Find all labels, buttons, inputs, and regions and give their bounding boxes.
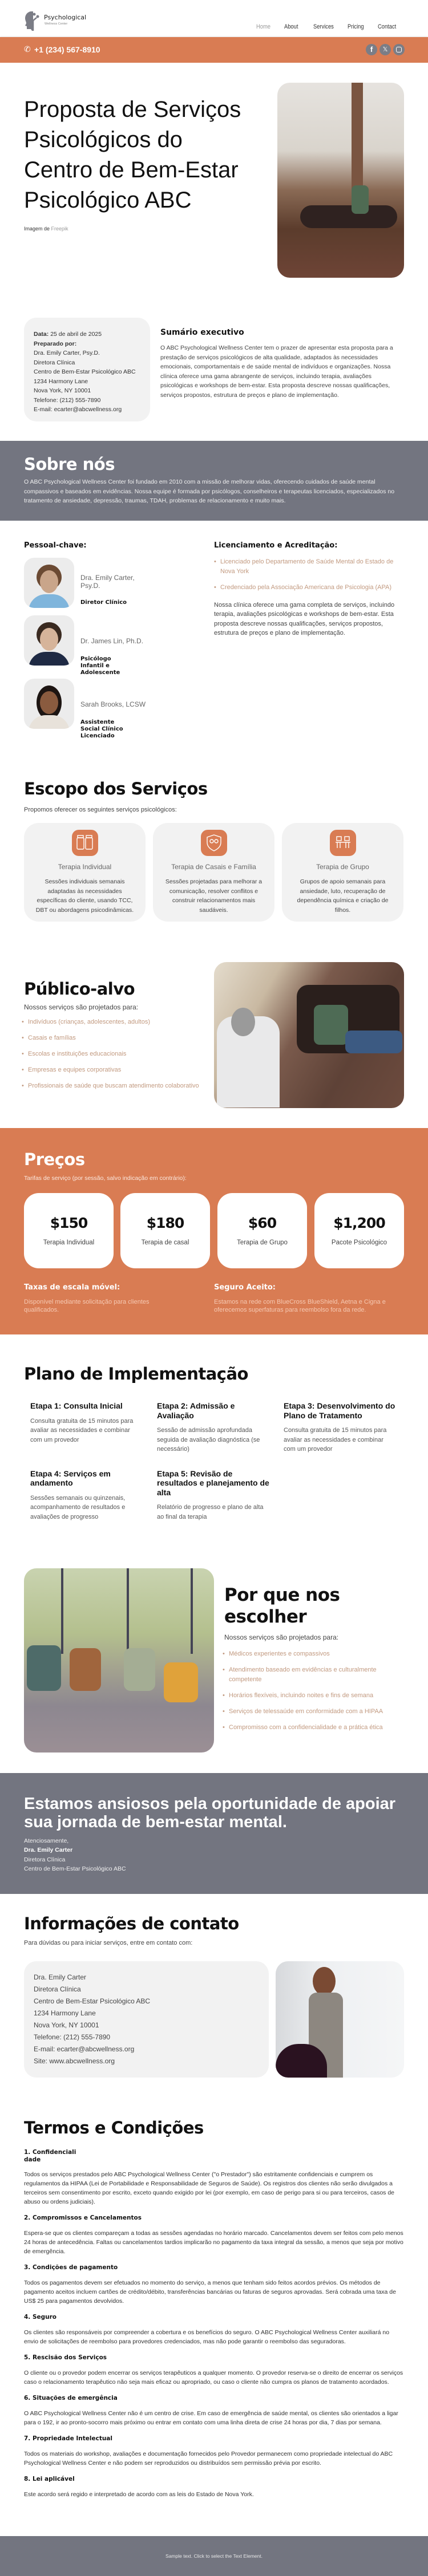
- service-card: [24, 823, 146, 922]
- audience-title: Público-alvo: [24, 979, 135, 999]
- license-text: Nossa clínica oferece uma gama completa de serviços, incluindo terapia, avaliações psicológicas e workshops de bem-estar. Esta proposta descreve nossas qualificações, serviços propostos, estrutura de preços e plano de implementação.: [214, 601, 395, 636]
- nav-home[interactable]: Home: [256, 23, 270, 30]
- license: [214, 541, 402, 638]
- audience-image: [214, 962, 404, 1108]
- why-subtitle: Nossos serviços são projetados para:: [224, 1633, 339, 1641]
- term-heading: 1. Confidencialidade: [24, 2149, 76, 2163]
- why-item: • Horários flexíveis, incluindo noites e fins de semana: [223, 1691, 385, 1701]
- price-card[interactable]: [217, 1193, 307, 1268]
- logo-head-icon: [24, 10, 41, 31]
- staff-info: [80, 574, 155, 606]
- medicine-bottles-icon: [72, 830, 98, 856]
- summary-title: Sumário executivo: [160, 328, 244, 337]
- pricing-section: [0, 1128, 428, 1334]
- nav-contact[interactable]: Contact: [378, 23, 397, 30]
- plan-step: [284, 1401, 398, 1454]
- price-label: Terapia de Grupo: [237, 1239, 288, 1246]
- service-title: Terapia Individual: [58, 863, 112, 871]
- step-text: Relatório de progresso e plano de alta ao final da terapia: [157, 1504, 264, 1520]
- insurance-title: Seguro Aceito:: [214, 1283, 276, 1292]
- term-text: Os clientes são responsáveis por compreender a cobertura e os benefícios do seguro. O ABC Psychological Wellness Center auxiliará no envio de solicitações de reembolso para provedores credenciados, mas não pode garantir o reembolso das seguradoras.: [24, 2329, 390, 2345]
- info-line: Diretora Clínica: [34, 359, 75, 366]
- phone-number[interactable]: +1 (234) 567-8910: [34, 45, 100, 54]
- price-label: Terapia Individual: [43, 1239, 95, 1246]
- price-value: $60: [248, 1215, 277, 1231]
- term-text: O ABC Psychological Wellness Center não é um centro de crise. Em caso de emergência de saúde mental, os clientes são orientados a ligar para o 192, ir ao pronto-socorro mais próximo ou entrar em contato com uma linha direta de crise 24 horas por dia, 7 dias por semana.: [24, 2410, 398, 2426]
- prepared-label: Preparado por:: [34, 340, 77, 347]
- price-card[interactable]: [120, 1193, 210, 1268]
- audience-item: • Indivíduos (crianças, adolescentes, adultos): [22, 1017, 213, 1027]
- why-item: • Atendimento baseado em evidências e culturalmente competente: [223, 1665, 385, 1684]
- service-text: Grupos de apoio semanais para ansiedade, luto, recuperação de dependência química e criação de filhos.: [297, 878, 389, 914]
- step-title: Etapa 4: Serviços em andamento: [30, 1468, 111, 1487]
- term-text: Todos os serviços prestados pelo ABC Psychological Wellness Center ("o Prestador") são estritamente confidenciais e cumprem os regulamentos da HIPAA (Lei de Portabilidade e Responsabilidade de Seguros de Saúde). Os registros dos clientes não serão divulgados a terceiros sem consentimento por escrito, exceto quando exigido por lei (por exemplo, em caso de perigo para si ou para terceiros, casos de abuso ou ordens judiciais).: [24, 2171, 395, 2205]
- summary: [160, 328, 394, 400]
- step-title: Etapa 1: Consulta Inicial: [30, 1401, 123, 1410]
- signer-role: Diretora Clínica: [24, 1856, 66, 1863]
- staff-role: Psicólogo Infantil e Adolescente: [80, 656, 120, 676]
- signer-org: Centro de Bem-Estar Psicológico ABC: [24, 1865, 126, 1872]
- why-item: • Médicos experientes e compassivos: [223, 1649, 385, 1659]
- family-shield-icon: [201, 830, 227, 856]
- x-icon[interactable]: 𝕏: [379, 44, 391, 55]
- audience: [22, 979, 213, 1097]
- step-text: Sessão de admissão aprofundada seguida de avaliação diagnóstica (se necessário): [157, 1427, 260, 1453]
- price-value: $150: [50, 1215, 88, 1231]
- step-text: Sessões semanais ou quinzenais, acompanhamento de resultados e avaliações de progresso: [30, 1494, 126, 1520]
- why-item: • Serviços de telessaúde em conformidade com a HIPAA: [223, 1707, 385, 1717]
- info-line: Nova York, NY 10001: [34, 387, 91, 394]
- contact-image: [276, 1961, 404, 2078]
- about-title: Sobre nós: [24, 455, 115, 474]
- price-value: $1,200: [333, 1215, 385, 1231]
- staff-role: Diretor Clínico: [80, 599, 127, 606]
- contact-line: Diretora Clínica: [34, 1985, 81, 1993]
- license-title: Licenciamento e Acreditação:: [214, 541, 338, 550]
- plan-step: [30, 1469, 144, 1522]
- contact-subtitle: Para dúvidas ou para iniciar serviços, entre em contato com:: [24, 1940, 193, 1946]
- price-value: $180: [146, 1215, 184, 1231]
- hero-caption: [24, 226, 252, 232]
- contact-line[interactable]: Site: www.abcwellness.org: [34, 2057, 115, 2065]
- plan-step: [30, 1401, 144, 1454]
- why-image: [24, 1568, 214, 1753]
- term-heading: 5. Rescisão dos Serviços: [24, 2354, 107, 2361]
- cta-title: Estamos ansiosos pela oportunidade de apoiar sua jornada de bem-estar mental.: [24, 1795, 396, 1831]
- logo-subtitle: Wellness Center: [45, 22, 68, 26]
- term-heading: 3. Condições de pagamento: [24, 2264, 118, 2271]
- cta-section: [0, 1773, 428, 1894]
- logo[interactable]: [24, 10, 98, 31]
- price-label: Pacote Psicológico: [331, 1239, 387, 1246]
- license-item: • Credenciado pela Associação Americana de Psicologia (APA): [214, 583, 402, 593]
- sliding-fees: [24, 1283, 172, 1314]
- audience-item: • Empresas e equipes corporativas: [22, 1065, 213, 1075]
- term-heading: 2. Compromissos e Cancelamentos: [24, 2214, 142, 2221]
- cta-signature: [24, 1836, 412, 1873]
- info-lines: [34, 348, 150, 415]
- facebook-icon[interactable]: f: [366, 44, 377, 55]
- audience-item: • Casais e famílias: [22, 1033, 213, 1043]
- audience-subtitle: Nossos serviços são projetados para:: [24, 1003, 139, 1011]
- closing: Atenciosamente,: [24, 1837, 69, 1844]
- step-title: Etapa 3: Desenvolvimento do Plano de Tratamento: [284, 1401, 395, 1420]
- staff-name: Sarah Brooks, LCSW: [80, 700, 146, 708]
- term-text: Todos os pagamentos devem ser efetuados no momento do serviço, a menos que tenham sido feitos acordos prévios. Os métodos de pagamento aceitos incluem cartões de crédito/débito, transferências bancárias ou faturas de seguros aprovadas. Será cobrada uma taxa de US$ 25 para pagamentos devolvidos.: [24, 2279, 396, 2305]
- why: [223, 1584, 402, 1739]
- hero-title: Proposta de Serviços Psicológicos do Centro de Bem-Estar Psicológico ABC: [24, 97, 241, 213]
- info-line: E-mail: ecarter@abcwellness.org: [34, 406, 122, 413]
- staff-photo: [24, 558, 74, 608]
- service-text: Sessões projetadas para melhorar a comunicação, resolver conflitos e construir relacionamentos mais saudáveis.: [165, 878, 263, 914]
- term-text: O cliente ou o provedor podem encerrar os serviços terapêuticos a qualquer momento. O provedor reserva-se o direito de encerrar os serviços caso o relacionamento terapêutico não seja mais eficaz ou apropriado, ou caso o cliente não cumpra os planos de tratamento acordados.: [24, 2370, 403, 2386]
- step-text: Consulta gratuita de 15 minutos para avaliar as necessidades e combinar com um provedor: [284, 1427, 387, 1453]
- footer-text[interactable]: Sample text. Click to select the Text Element.: [165, 2553, 263, 2559]
- group-chairs-icon: [330, 830, 356, 856]
- plan-title: Plano de Implementação: [24, 1364, 248, 1384]
- contact-line: Nova York, NY 10001: [34, 2021, 99, 2029]
- plan-step: [157, 1469, 271, 1522]
- staff-name: Dra. Emily Carter, Psy.D.: [80, 574, 135, 590]
- info-card: [24, 318, 150, 421]
- freepik-link[interactable]: Freepik: [51, 226, 68, 232]
- contact-line: 1234 Harmony Lane: [34, 2009, 96, 2017]
- info-line: Telefone: (212) 555-7890: [34, 396, 101, 404]
- why-title: Por que nos escolher: [224, 1585, 340, 1627]
- term-text: Este acordo será regido e interpretado de acordo com as leis do Estado de Nova York.: [24, 2491, 254, 2498]
- term-heading: 6. Situações de emergência: [24, 2395, 118, 2401]
- staff-role: Assistente Social Clínico Licenciado: [80, 719, 123, 739]
- instagram-icon[interactable]: [393, 44, 405, 55]
- service-card: [282, 823, 403, 922]
- terms-title: Termos e Condições: [24, 2118, 204, 2137]
- pricing-subtitle: Tarifas de serviço (por sessão, salvo indicação em contrário):: [24, 1175, 187, 1182]
- insurance: [214, 1283, 402, 1314]
- about-text: O ABC Psychological Wellness Center foi fundado em 2010 com a missão de melhorar vidas, oferecendo cuidados de saúde mental compassivos e baseados em evidências. Nossa equipe é formada por psicólogos, conselheiros e terapeutas licenciados, especializados no tratamento de ansiedade, depressão, traumas, TDAH, problemas de relacionamento e muito mais.: [24, 478, 395, 504]
- service-text: Sessões individuais semanais adaptadas às necessidades específicas do cliente, usando TCC, DBT ou abordagens psicodinâmicas.: [35, 878, 134, 914]
- info-line: Dra. Emily Carter, Psy.D.: [34, 350, 100, 356]
- staff-name: Dr. James Lin, Ph.D.: [80, 637, 144, 645]
- step-title: Etapa 2: Admissão e Avaliação: [157, 1401, 235, 1420]
- signer-name: Dra. Emily Carter: [24, 1847, 73, 1854]
- why-list: [223, 1649, 385, 1732]
- pricing-title: Preços: [24, 1150, 85, 1169]
- contact-title: Informações de contato: [24, 1914, 239, 1933]
- nav-about[interactable]: About: [284, 23, 298, 30]
- term-heading: 4. Seguro: [24, 2314, 57, 2321]
- summary-text: O ABC Psychological Wellness Center tem o prazer de apresentar esta proposta para a prestação de serviços psicológicos de alta qualidade, adaptados às necessidades emocionais, comportamentais e de saúde mental de indivíduos e organizações. Nossa clínica oferece uma gama abrangente de serviços, incluindo terapia, avaliações psicológicas e workshops de bem-estar. Esta proposta descreve nossas qualificações, serviços propostos, estrutura de preços e plano de implementação.: [160, 344, 393, 399]
- top-bar: [0, 37, 428, 63]
- hero-image: [277, 83, 404, 278]
- nav-pricing[interactable]: Pricing: [348, 23, 364, 30]
- term-text: Espera-se que os clientes compareçam a todas as sessões agendadas no horário marcado. Cancelamentos devem ser feitos com pelo menos 24 horas de antecedência. Faltas ou cancelamentos tardios implicarão no pagamento da taxa integral da sessão, a menos que seja por motivo de emergência.: [24, 2230, 403, 2255]
- plan-step: [157, 1401, 271, 1454]
- caption-prefix: Imagem de: [24, 226, 50, 232]
- contact-card: [24, 1961, 269, 2078]
- info-line: Centro de Bem-Estar Psicológico ABC: [34, 368, 136, 375]
- service-card: [153, 823, 274, 922]
- term-text: Todos os materiais do workshop, avaliações e documentação fornecidos pelo Provedor permanecem como propriedade intelectual do ABC Psychological Wellness Center e não podem ser reproduzidos ou distribuídos sem permissão prévia por escrito.: [24, 2451, 393, 2467]
- audience-item: • Profissionais de saúde que buscam atendimento colaborativo: [22, 1081, 213, 1091]
- license-item: • Licenciado pelo Departamento de Saúde Mental do Estado de Nova York: [214, 557, 402, 576]
- audience-list: [22, 1017, 213, 1091]
- info-line: 1234 Harmony Lane: [34, 378, 88, 385]
- staff-photo: [24, 679, 74, 729]
- scope-title: Escopo dos Serviços: [24, 779, 208, 798]
- nav-services[interactable]: Services: [313, 23, 334, 30]
- staff-photo: [24, 615, 74, 666]
- price-card[interactable]: [24, 1193, 114, 1268]
- step-title: Etapa 5: Revisão de resultados e planejamento de alta: [157, 1468, 269, 1497]
- about-section: [0, 441, 428, 521]
- hero-text: [24, 95, 252, 232]
- contact-line[interactable]: Telefone: (212) 555-7890: [34, 2033, 111, 2041]
- date-line: Data: 25 de abril de 2025: [34, 331, 102, 338]
- staff-title: Pessoal-chave:: [24, 541, 87, 550]
- scope-subtitle: Propomos oferecer os seguintes serviços psicológicos:: [24, 806, 177, 813]
- contact-line[interactable]: E-mail: ecarter@abcwellness.org: [34, 2045, 135, 2053]
- license-list: [214, 557, 402, 593]
- footer: [0, 2536, 428, 2576]
- header: [0, 0, 428, 37]
- phone-icon: ✆: [24, 44, 31, 54]
- term-heading: 7. Propriedade Intelectual: [24, 2435, 112, 2442]
- price-label: Terapia de casal: [141, 1239, 189, 1246]
- insurance-text: Estamos na rede com BlueCross BlueShield, Aetna e Cigna e oferecemos superfaturas para reembolso fora da rede.: [214, 1299, 386, 1313]
- terms-list: [24, 2149, 405, 2506]
- cta-content: [24, 1795, 412, 1873]
- plan-steps: [30, 1401, 401, 1522]
- service-title: Terapia de Casais e Família: [171, 863, 256, 871]
- staff-info: [80, 637, 155, 676]
- contact-line: Dra. Emily Carter: [34, 1973, 87, 1981]
- why-item: • Compromisso com a confidencialidade e a prática ética: [223, 1723, 385, 1733]
- sliding-text: Disponível mediante solicitação para clientes qualificados.: [24, 1299, 150, 1313]
- logo-title: Psychological: [44, 14, 87, 21]
- contact-line: Centro de Bem-Estar Psicológico ABC: [34, 1997, 151, 2005]
- price-card[interactable]: [314, 1193, 404, 1268]
- sliding-title: Taxas de escala móvel:: [24, 1283, 120, 1292]
- term-heading: 8. Lei aplicável: [24, 2476, 75, 2482]
- service-title: Terapia de Grupo: [316, 863, 369, 871]
- audience-item: • Escolas e instituições educacionais: [22, 1049, 213, 1059]
- step-text: Consulta gratuita de 15 minutos para avaliar as necessidades e combinar com um provedor: [30, 1417, 134, 1443]
- staff-info: [80, 700, 155, 740]
